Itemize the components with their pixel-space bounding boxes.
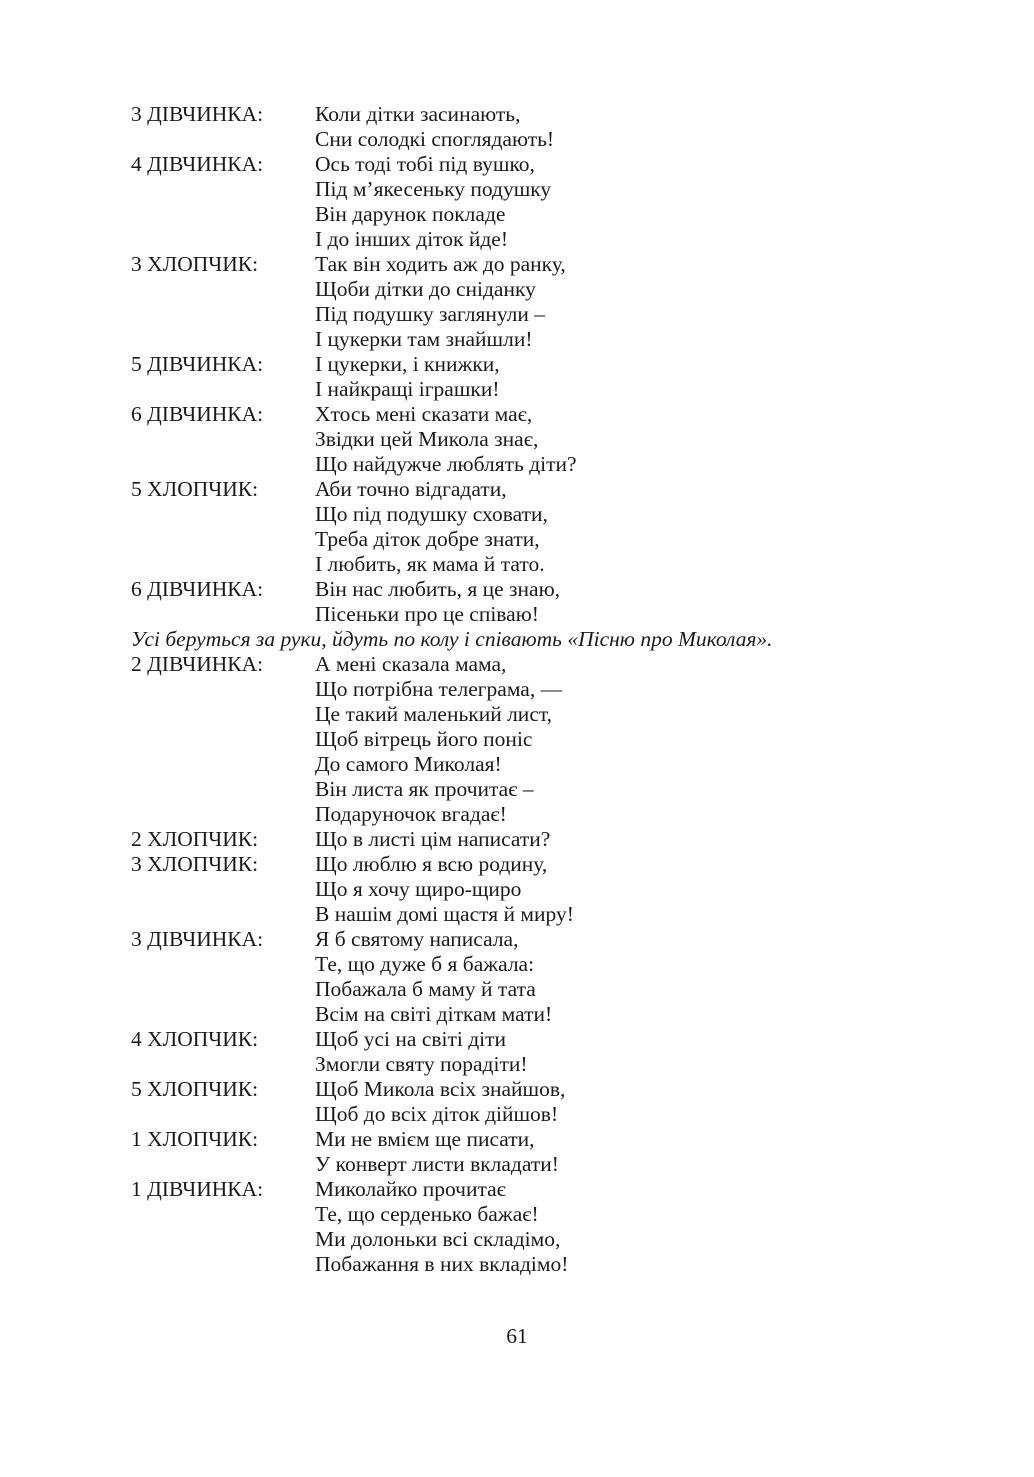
verse-line xyxy=(131,102,891,127)
verse-line xyxy=(131,502,891,527)
verse-text: До самого Миколая! xyxy=(315,752,502,776)
verse-line xyxy=(131,277,891,302)
verse-text: Що я хочу щиро-щиро xyxy=(315,877,522,901)
verse-line xyxy=(131,702,891,727)
verse-line xyxy=(131,777,891,802)
verse-line xyxy=(131,127,891,152)
verse-line xyxy=(131,377,891,402)
speaker-label: 3 ХЛОПЧИК: xyxy=(131,252,259,276)
verse-text: Що найдужче люблять діти? xyxy=(315,452,577,476)
verse-text: Він дарунок покладе xyxy=(315,202,506,226)
verse-line xyxy=(131,402,891,427)
verse-text: Коли дітки засинають, xyxy=(315,102,521,126)
verse-line xyxy=(131,677,891,702)
verse-text: Він нас любить, я це знаю, xyxy=(315,577,561,601)
verse-text: Ми долоньки всі складімо, xyxy=(315,1227,561,1251)
verse-line xyxy=(131,902,891,927)
verse-line xyxy=(131,477,891,502)
verse-text: Щоб вітрець його поніс xyxy=(315,727,533,751)
verse-line xyxy=(131,1002,891,1027)
stage-direction: Усі беруться за руки, йдуть по колу і співають «Пісню про Миколая». xyxy=(131,627,773,651)
speaker-label: 1 ДІВЧИНКА: xyxy=(131,1177,264,1201)
verse-line xyxy=(131,952,891,977)
speaker-label: 4 ХЛОПЧИК: xyxy=(131,1027,259,1051)
verse-text: Щоб усі на світі діти xyxy=(315,1027,507,1051)
verse-text: Подаруночок вгадає! xyxy=(315,802,507,826)
verse-line xyxy=(131,352,891,377)
verse-line xyxy=(131,602,891,627)
verse-text: Те, що серденько бажає! xyxy=(315,1202,539,1226)
verse-line xyxy=(131,1252,891,1277)
verse-text: І любить, як мама й тато. xyxy=(315,552,545,576)
stage-direction-line xyxy=(131,627,891,652)
verse-line xyxy=(131,1027,891,1052)
verse-text: У конверт листи вкладати! xyxy=(315,1152,559,1176)
verse-text: Сни солодкі споглядають! xyxy=(315,127,555,151)
page-number: 61 xyxy=(506,1324,528,1348)
verse-text: Що під подушку сховати, xyxy=(315,502,548,526)
verse-line xyxy=(131,827,891,852)
verse-text: Побажання в них вкладімо! xyxy=(315,1252,569,1276)
verse-text: Миколайко прочитає xyxy=(315,1177,506,1201)
speaker-label: 6 ДІВЧИНКА: xyxy=(131,402,264,426)
verse-text: І до інших діток йде! xyxy=(315,227,509,251)
verse-text: Ми не вмієм ще писати, xyxy=(315,1127,535,1151)
speaker-label: 5 ХЛОПЧИК: xyxy=(131,1077,259,1101)
verse-line xyxy=(131,577,891,602)
verse-text: Так він ходить аж до ранку, xyxy=(315,252,566,276)
verse-text: Змогли святу порадіти! xyxy=(315,1052,528,1076)
speaker-label: 6 ДІВЧИНКА: xyxy=(131,577,264,601)
verse-text: Аби точно відгадати, xyxy=(315,477,507,501)
speaker-label: 2 ХЛОПЧИК: xyxy=(131,827,259,851)
verse-line xyxy=(131,1102,891,1127)
verse-text: Те, що дуже б я бажала: xyxy=(315,952,535,976)
verse-line xyxy=(131,152,891,177)
verse-line xyxy=(131,452,891,477)
verse-line xyxy=(131,1077,891,1102)
verse-text: Всім на світі діткам мати! xyxy=(315,1002,553,1026)
verse-text: Що люблю я всю родину, xyxy=(315,852,548,876)
verse-text: Треба діток добре знати, xyxy=(315,527,540,551)
verse-line xyxy=(131,1202,891,1227)
verse-text: І цукерки там знайшли! xyxy=(315,327,533,351)
speaker-label: 5 ХЛОПЧИК: xyxy=(131,477,259,501)
verse-text: Під м’якесеньку подушку xyxy=(315,177,552,201)
speaker-label: 5 ДІВЧИНКА: xyxy=(131,352,264,376)
verse-line xyxy=(131,327,891,352)
speaker-label: 2 ДІВЧИНКА: xyxy=(131,652,264,676)
verse-line xyxy=(131,1127,891,1152)
verse-line xyxy=(131,1052,891,1077)
verse-text: Що в листі цім написати? xyxy=(315,827,551,851)
verse-line xyxy=(131,652,891,677)
verse-text: І цукерки, і книжки, xyxy=(315,352,500,376)
verse-line xyxy=(131,527,891,552)
verse-text: Під подушку заглянули – xyxy=(315,302,546,326)
verse-line xyxy=(131,852,891,877)
speaker-label: 3 ХЛОПЧИК: xyxy=(131,852,259,876)
verse-line xyxy=(131,302,891,327)
verse-line xyxy=(131,552,891,577)
verse-text: Що потрібна телеграма, — xyxy=(315,677,563,701)
verse-line xyxy=(131,802,891,827)
verse-text: В нашім домі щастя й миру! xyxy=(315,902,574,926)
speaker-label: 4 ДІВЧИНКА: xyxy=(131,152,264,176)
verse-line xyxy=(131,1177,891,1202)
script-body xyxy=(131,102,891,1277)
verse-text: Хтось мені сказати має, xyxy=(315,402,533,426)
verse-line xyxy=(131,227,891,252)
verse-line xyxy=(131,877,891,902)
verse-line xyxy=(131,927,891,952)
verse-line xyxy=(131,427,891,452)
verse-text: Це такий маленький лист, xyxy=(315,702,553,726)
speaker-label: 3 ДІВЧИНКА: xyxy=(131,102,264,126)
speaker-label: 3 ДІВЧИНКА: xyxy=(131,927,264,951)
verse-text: Побажала б маму й тата xyxy=(315,977,536,1001)
verse-text: Щоб Микола всіх знайшов, xyxy=(315,1077,566,1101)
verse-text: Пісеньки про це співаю! xyxy=(315,602,539,626)
verse-line xyxy=(131,1152,891,1177)
verse-text: А мені сказала мама, xyxy=(315,652,507,676)
verse-text: І найкращі іграшки! xyxy=(315,377,500,401)
verse-line xyxy=(131,202,891,227)
verse-text: Щоби дітки до сніданку xyxy=(315,277,536,301)
verse-line xyxy=(131,252,891,277)
verse-line xyxy=(131,752,891,777)
verse-text: Я б святому написала, xyxy=(315,927,519,951)
verse-text: Він листа як прочитає – xyxy=(315,777,534,801)
speaker-label: 1 ХЛОПЧИК: xyxy=(131,1127,259,1151)
verse-line xyxy=(131,977,891,1002)
verse-line xyxy=(131,1227,891,1252)
verse-text: Щоб до всіх діток дійшов! xyxy=(315,1102,559,1126)
verse-text: Ось тоді тобі під вушко, xyxy=(315,152,535,176)
verse-text: Звідки цей Микола знає, xyxy=(315,427,539,451)
verse-line xyxy=(131,727,891,752)
verse-line xyxy=(131,177,891,202)
